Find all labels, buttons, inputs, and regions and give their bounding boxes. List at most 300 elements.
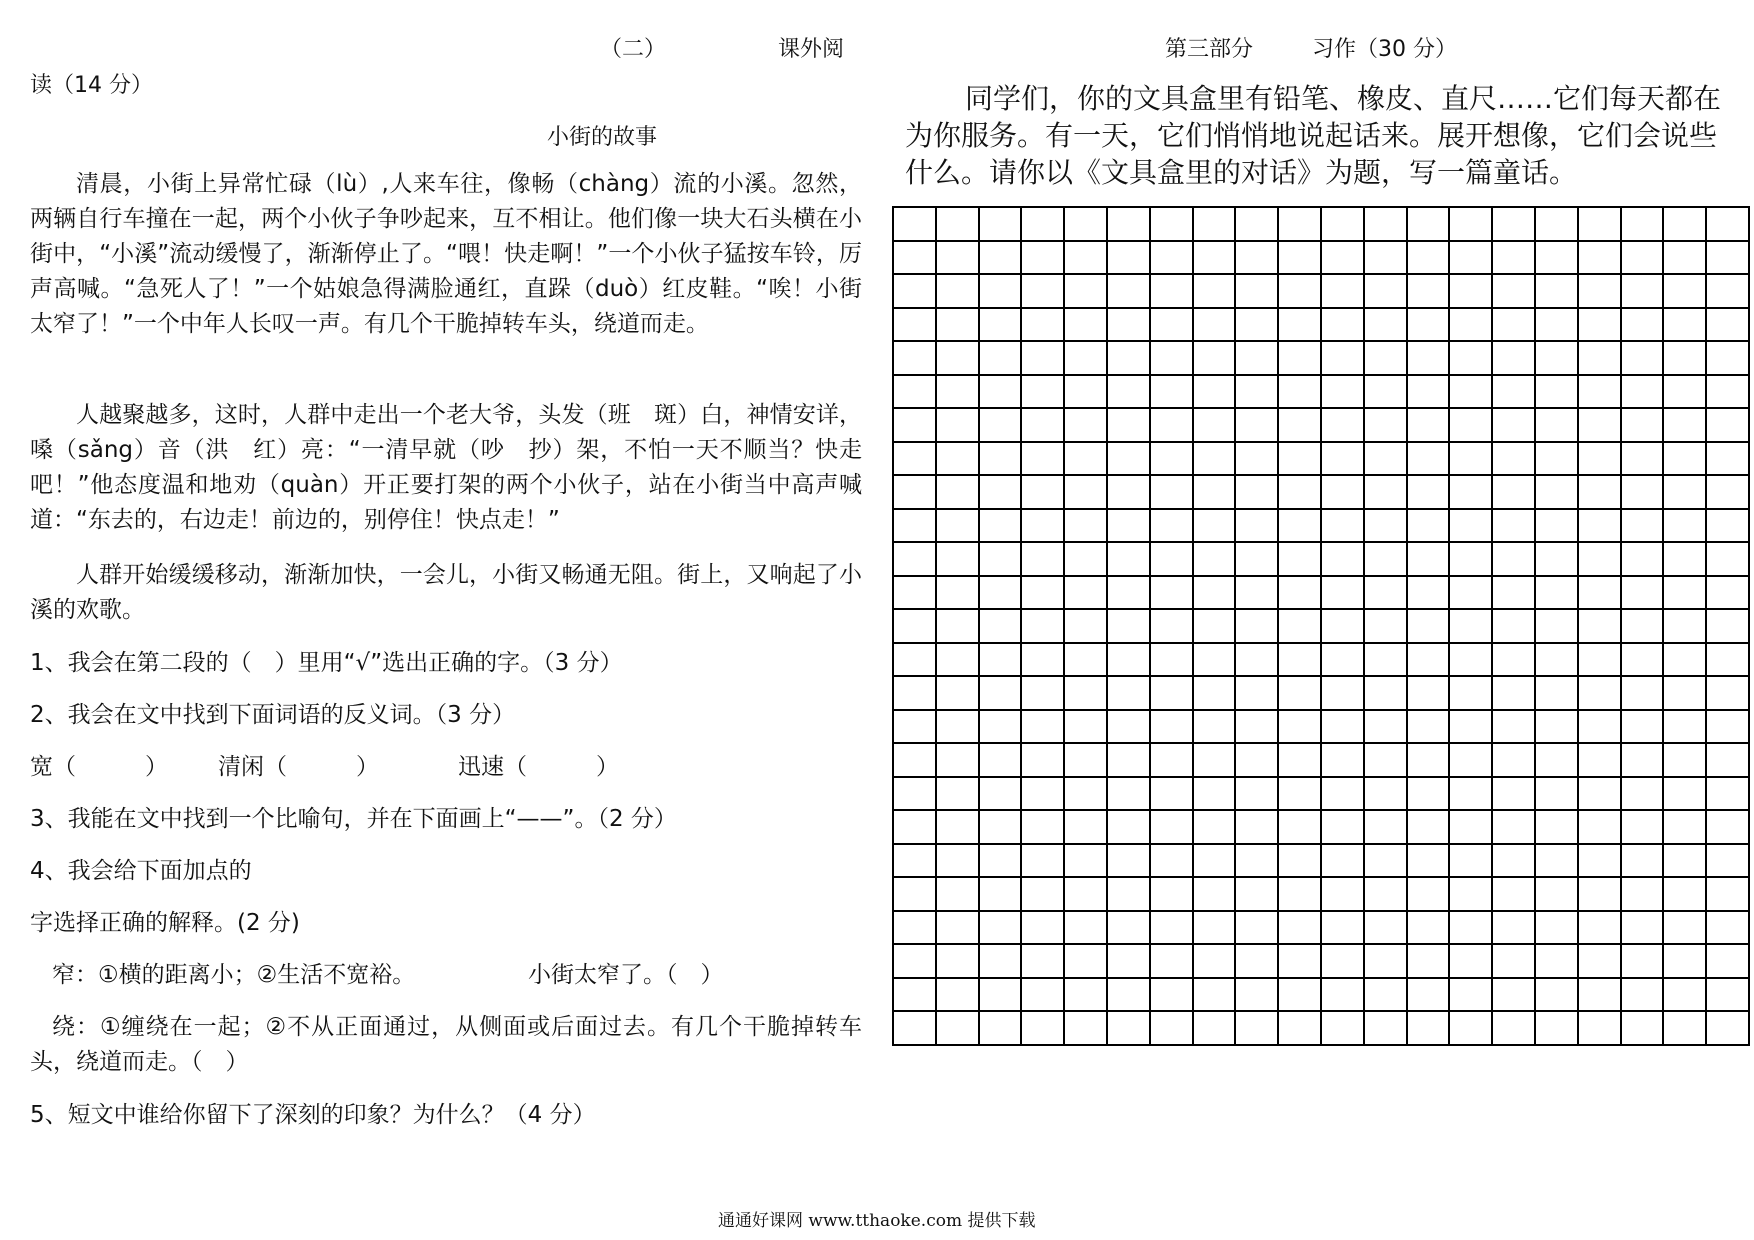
grid-cell[interactable] xyxy=(1021,877,1064,911)
writing-grid[interactable] xyxy=(892,206,1750,1046)
grid-cell[interactable] xyxy=(1193,475,1236,509)
grid-cell[interactable] xyxy=(1492,509,1535,543)
grid-cell[interactable] xyxy=(1407,576,1450,610)
grid-cell[interactable] xyxy=(1150,676,1193,710)
grid-cell[interactable] xyxy=(1193,241,1236,275)
grid-cell[interactable] xyxy=(1706,944,1749,978)
grid-cell[interactable] xyxy=(893,542,936,576)
grid-cell[interactable] xyxy=(1449,643,1492,677)
grid-cell[interactable] xyxy=(936,542,979,576)
grid-cell[interactable] xyxy=(1278,777,1321,811)
grid-cell[interactable] xyxy=(1235,274,1278,308)
grid-cell[interactable] xyxy=(1578,810,1621,844)
grid-cell[interactable] xyxy=(1193,676,1236,710)
grid-cell[interactable] xyxy=(1064,207,1107,241)
grid-cell[interactable] xyxy=(1492,609,1535,643)
grid-cell[interactable] xyxy=(979,576,1022,610)
grid-cell[interactable] xyxy=(1578,207,1621,241)
grid-cell[interactable] xyxy=(1193,777,1236,811)
grid-cell[interactable] xyxy=(1663,341,1706,375)
grid-cell[interactable] xyxy=(1064,609,1107,643)
grid-cell[interactable] xyxy=(1064,274,1107,308)
grid-cell[interactable] xyxy=(1621,241,1664,275)
grid-cell[interactable] xyxy=(1150,978,1193,1012)
grid-cell[interactable] xyxy=(1107,609,1150,643)
grid-cell[interactable] xyxy=(1663,207,1706,241)
grid-cell[interactable] xyxy=(1578,777,1621,811)
grid-cell[interactable] xyxy=(1449,274,1492,308)
grid-cell[interactable] xyxy=(1663,542,1706,576)
grid-cell[interactable] xyxy=(1492,475,1535,509)
grid-cell[interactable] xyxy=(1235,810,1278,844)
grid-cell[interactable] xyxy=(1107,509,1150,543)
grid-cell[interactable] xyxy=(1321,241,1364,275)
grid-cell[interactable] xyxy=(1021,576,1064,610)
grid-cell[interactable] xyxy=(1364,844,1407,878)
grid-cell[interactable] xyxy=(936,609,979,643)
grid-cell[interactable] xyxy=(1407,1011,1450,1045)
grid-cell[interactable] xyxy=(893,341,936,375)
grid-cell[interactable] xyxy=(1364,341,1407,375)
grid-cell[interactable] xyxy=(1021,408,1064,442)
grid-cell[interactable] xyxy=(1364,542,1407,576)
grid-cell[interactable] xyxy=(1235,576,1278,610)
grid-cell[interactable] xyxy=(979,542,1022,576)
grid-cell[interactable] xyxy=(1449,341,1492,375)
grid-cell[interactable] xyxy=(1278,274,1321,308)
grid-cell[interactable] xyxy=(1492,810,1535,844)
grid-cell[interactable] xyxy=(1621,576,1664,610)
grid-cell[interactable] xyxy=(1064,509,1107,543)
grid-cell[interactable] xyxy=(1021,542,1064,576)
grid-cell[interactable] xyxy=(1064,877,1107,911)
grid-cell[interactable] xyxy=(1321,442,1364,476)
grid-cell[interactable] xyxy=(1578,408,1621,442)
grid-cell[interactable] xyxy=(1663,475,1706,509)
grid-cell[interactable] xyxy=(936,844,979,878)
grid-cell[interactable] xyxy=(1107,777,1150,811)
grid-cell[interactable] xyxy=(1364,810,1407,844)
grid-cell[interactable] xyxy=(1706,241,1749,275)
grid-cell[interactable] xyxy=(1193,1011,1236,1045)
grid-cell[interactable] xyxy=(1064,911,1107,945)
grid-cell[interactable] xyxy=(1535,676,1578,710)
grid-cell[interactable] xyxy=(1235,643,1278,677)
grid-cell[interactable] xyxy=(1535,375,1578,409)
grid-cell[interactable] xyxy=(936,241,979,275)
grid-cell[interactable] xyxy=(1535,743,1578,777)
grid-cell[interactable] xyxy=(1021,676,1064,710)
grid-cell[interactable] xyxy=(1663,442,1706,476)
grid-cell[interactable] xyxy=(1407,509,1450,543)
grid-cell[interactable] xyxy=(936,777,979,811)
grid-cell[interactable] xyxy=(1407,442,1450,476)
grid-cell[interactable] xyxy=(1235,944,1278,978)
grid-cell[interactable] xyxy=(979,442,1022,476)
grid-cell[interactable] xyxy=(1021,509,1064,543)
grid-cell[interactable] xyxy=(1321,475,1364,509)
grid-cell[interactable] xyxy=(1321,643,1364,677)
grid-cell[interactable] xyxy=(1621,375,1664,409)
grid-cell[interactable] xyxy=(1193,308,1236,342)
grid-cell[interactable] xyxy=(1235,341,1278,375)
grid-cell[interactable] xyxy=(1107,274,1150,308)
grid-cell[interactable] xyxy=(1578,542,1621,576)
grid-cell[interactable] xyxy=(1278,877,1321,911)
grid-cell[interactable] xyxy=(1407,911,1450,945)
grid-cell[interactable] xyxy=(1064,676,1107,710)
grid-cell[interactable] xyxy=(1706,844,1749,878)
grid-cell[interactable] xyxy=(1492,442,1535,476)
grid-cell[interactable] xyxy=(1449,978,1492,1012)
grid-cell[interactable] xyxy=(1492,643,1535,677)
grid-cell[interactable] xyxy=(1706,375,1749,409)
grid-cell[interactable] xyxy=(1492,743,1535,777)
grid-cell[interactable] xyxy=(1449,509,1492,543)
grid-cell[interactable] xyxy=(893,442,936,476)
grid-cell[interactable] xyxy=(1021,274,1064,308)
grid-cell[interactable] xyxy=(1407,676,1450,710)
grid-cell[interactable] xyxy=(1535,844,1578,878)
grid-cell[interactable] xyxy=(1321,274,1364,308)
grid-cell[interactable] xyxy=(1021,442,1064,476)
grid-cell[interactable] xyxy=(1364,777,1407,811)
grid-cell[interactable] xyxy=(936,207,979,241)
grid-cell[interactable] xyxy=(1706,408,1749,442)
grid-cell[interactable] xyxy=(1706,810,1749,844)
grid-cell[interactable] xyxy=(893,743,936,777)
grid-cell[interactable] xyxy=(1535,274,1578,308)
grid-cell[interactable] xyxy=(893,308,936,342)
grid-cell[interactable] xyxy=(1064,1011,1107,1045)
grid-cell[interactable] xyxy=(1706,341,1749,375)
grid-cell[interactable] xyxy=(1321,676,1364,710)
grid-cell[interactable] xyxy=(1193,743,1236,777)
grid-cell[interactable] xyxy=(1107,978,1150,1012)
grid-cell[interactable] xyxy=(1021,341,1064,375)
grid-cell[interactable] xyxy=(1449,475,1492,509)
grid-cell[interactable] xyxy=(1235,1011,1278,1045)
grid-cell[interactable] xyxy=(1193,408,1236,442)
grid-cell[interactable] xyxy=(1193,944,1236,978)
grid-cell[interactable] xyxy=(1663,743,1706,777)
grid-cell[interactable] xyxy=(1364,442,1407,476)
grid-cell[interactable] xyxy=(936,743,979,777)
grid-cell[interactable] xyxy=(1021,609,1064,643)
grid-cell[interactable] xyxy=(979,609,1022,643)
grid-cell[interactable] xyxy=(1021,777,1064,811)
grid-cell[interactable] xyxy=(1321,375,1364,409)
grid-cell[interactable] xyxy=(1193,877,1236,911)
grid-cell[interactable] xyxy=(1663,643,1706,677)
grid-cell[interactable] xyxy=(1064,944,1107,978)
grid-cell[interactable] xyxy=(1278,810,1321,844)
grid-cell[interactable] xyxy=(1407,475,1450,509)
grid-cell[interactable] xyxy=(1193,609,1236,643)
grid-cell[interactable] xyxy=(1278,710,1321,744)
grid-cell[interactable] xyxy=(1150,241,1193,275)
grid-cell[interactable] xyxy=(1107,375,1150,409)
grid-cell[interactable] xyxy=(1107,442,1150,476)
grid-cell[interactable] xyxy=(1492,1011,1535,1045)
grid-cell[interactable] xyxy=(1492,576,1535,610)
grid-cell[interactable] xyxy=(1193,341,1236,375)
grid-cell[interactable] xyxy=(1064,375,1107,409)
grid-cell[interactable] xyxy=(1021,375,1064,409)
grid-cell[interactable] xyxy=(1621,609,1664,643)
grid-cell[interactable] xyxy=(1663,308,1706,342)
grid-cell[interactable] xyxy=(1621,1011,1664,1045)
grid-cell[interactable] xyxy=(1064,777,1107,811)
grid-cell[interactable] xyxy=(1321,408,1364,442)
grid-cell[interactable] xyxy=(1706,643,1749,677)
grid-cell[interactable] xyxy=(1492,408,1535,442)
grid-cell[interactable] xyxy=(1150,911,1193,945)
grid-cell[interactable] xyxy=(1535,877,1578,911)
grid-cell[interactable] xyxy=(1535,341,1578,375)
grid-cell[interactable] xyxy=(1235,542,1278,576)
grid-cell[interactable] xyxy=(1107,241,1150,275)
grid-cell[interactable] xyxy=(893,777,936,811)
grid-cell[interactable] xyxy=(1364,207,1407,241)
grid-cell[interactable] xyxy=(1578,710,1621,744)
grid-cell[interactable] xyxy=(1706,1011,1749,1045)
grid-cell[interactable] xyxy=(1535,944,1578,978)
grid-cell[interactable] xyxy=(893,475,936,509)
grid-cell[interactable] xyxy=(1021,241,1064,275)
grid-cell[interactable] xyxy=(1407,844,1450,878)
grid-cell[interactable] xyxy=(893,408,936,442)
grid-cell[interactable] xyxy=(1449,877,1492,911)
grid-cell[interactable] xyxy=(1535,710,1578,744)
grid-cell[interactable] xyxy=(1107,710,1150,744)
grid-cell[interactable] xyxy=(1663,676,1706,710)
grid-cell[interactable] xyxy=(893,576,936,610)
grid-cell[interactable] xyxy=(1235,676,1278,710)
grid-cell[interactable] xyxy=(1407,810,1450,844)
grid-cell[interactable] xyxy=(1321,777,1364,811)
grid-cell[interactable] xyxy=(1407,643,1450,677)
grid-cell[interactable] xyxy=(1492,542,1535,576)
grid-cell[interactable] xyxy=(1578,241,1621,275)
grid-cell[interactable] xyxy=(1278,844,1321,878)
grid-cell[interactable] xyxy=(1321,542,1364,576)
grid-cell[interactable] xyxy=(1321,810,1364,844)
grid-cell[interactable] xyxy=(1150,944,1193,978)
grid-cell[interactable] xyxy=(1449,710,1492,744)
grid-cell[interactable] xyxy=(1364,509,1407,543)
grid-cell[interactable] xyxy=(1150,877,1193,911)
grid-cell[interactable] xyxy=(1064,408,1107,442)
grid-cell[interactable] xyxy=(1706,207,1749,241)
grid-cell[interactable] xyxy=(1535,207,1578,241)
grid-cell[interactable] xyxy=(1492,241,1535,275)
grid-cell[interactable] xyxy=(1278,442,1321,476)
grid-cell[interactable] xyxy=(1449,442,1492,476)
grid-cell[interactable] xyxy=(1663,241,1706,275)
grid-cell[interactable] xyxy=(1364,576,1407,610)
grid-cell[interactable] xyxy=(1364,643,1407,677)
grid-cell[interactable] xyxy=(936,1011,979,1045)
grid-cell[interactable] xyxy=(1407,375,1450,409)
grid-cell[interactable] xyxy=(1492,207,1535,241)
grid-cell[interactable] xyxy=(1578,944,1621,978)
grid-cell[interactable] xyxy=(1278,375,1321,409)
grid-cell[interactable] xyxy=(1621,710,1664,744)
grid-cell[interactable] xyxy=(936,710,979,744)
grid-cell[interactable] xyxy=(1535,576,1578,610)
grid-cell[interactable] xyxy=(1364,676,1407,710)
grid-cell[interactable] xyxy=(979,274,1022,308)
grid-cell[interactable] xyxy=(1578,475,1621,509)
grid-cell[interactable] xyxy=(1064,241,1107,275)
grid-cell[interactable] xyxy=(1235,241,1278,275)
grid-cell[interactable] xyxy=(1449,1011,1492,1045)
grid-cell[interactable] xyxy=(1663,710,1706,744)
grid-cell[interactable] xyxy=(1278,911,1321,945)
grid-cell[interactable] xyxy=(1578,308,1621,342)
grid-cell[interactable] xyxy=(893,877,936,911)
grid-cell[interactable] xyxy=(1535,978,1578,1012)
grid-cell[interactable] xyxy=(1107,341,1150,375)
grid-cell[interactable] xyxy=(1321,844,1364,878)
grid-cell[interactable] xyxy=(1150,844,1193,878)
grid-cell[interactable] xyxy=(1321,978,1364,1012)
grid-cell[interactable] xyxy=(893,207,936,241)
grid-cell[interactable] xyxy=(1621,944,1664,978)
grid-cell[interactable] xyxy=(1449,777,1492,811)
grid-cell[interactable] xyxy=(936,341,979,375)
grid-cell[interactable] xyxy=(1621,777,1664,811)
grid-cell[interactable] xyxy=(1064,978,1107,1012)
grid-cell[interactable] xyxy=(1021,207,1064,241)
grid-cell[interactable] xyxy=(1407,877,1450,911)
grid-cell[interactable] xyxy=(979,475,1022,509)
grid-cell[interactable] xyxy=(1278,743,1321,777)
grid-cell[interactable] xyxy=(1621,676,1664,710)
grid-cell[interactable] xyxy=(936,944,979,978)
grid-cell[interactable] xyxy=(1321,944,1364,978)
grid-cell[interactable] xyxy=(1535,475,1578,509)
grid-cell[interactable] xyxy=(936,810,979,844)
grid-cell[interactable] xyxy=(979,1011,1022,1045)
grid-cell[interactable] xyxy=(1064,308,1107,342)
grid-cell[interactable] xyxy=(1449,308,1492,342)
grid-cell[interactable] xyxy=(1621,810,1664,844)
grid-cell[interactable] xyxy=(936,408,979,442)
grid-cell[interactable] xyxy=(1492,676,1535,710)
grid-cell[interactable] xyxy=(1021,844,1064,878)
grid-cell[interactable] xyxy=(1449,408,1492,442)
grid-cell[interactable] xyxy=(1150,542,1193,576)
grid-cell[interactable] xyxy=(979,643,1022,677)
grid-cell[interactable] xyxy=(1107,308,1150,342)
grid-cell[interactable] xyxy=(1706,710,1749,744)
grid-cell[interactable] xyxy=(1235,609,1278,643)
grid-cell[interactable] xyxy=(1064,475,1107,509)
grid-cell[interactable] xyxy=(1150,375,1193,409)
grid-cell[interactable] xyxy=(1107,877,1150,911)
grid-cell[interactable] xyxy=(1449,576,1492,610)
grid-cell[interactable] xyxy=(979,978,1022,1012)
grid-cell[interactable] xyxy=(936,978,979,1012)
grid-cell[interactable] xyxy=(1064,576,1107,610)
grid-cell[interactable] xyxy=(1364,877,1407,911)
grid-cell[interactable] xyxy=(1492,777,1535,811)
grid-cell[interactable] xyxy=(1150,743,1193,777)
grid-cell[interactable] xyxy=(1706,777,1749,811)
grid-cell[interactable] xyxy=(1407,710,1450,744)
grid-cell[interactable] xyxy=(1535,542,1578,576)
grid-cell[interactable] xyxy=(1235,207,1278,241)
grid-cell[interactable] xyxy=(1621,274,1664,308)
grid-cell[interactable] xyxy=(1621,509,1664,543)
grid-cell[interactable] xyxy=(1235,475,1278,509)
grid-cell[interactable] xyxy=(893,241,936,275)
grid-cell[interactable] xyxy=(893,810,936,844)
grid-cell[interactable] xyxy=(1021,743,1064,777)
grid-cell[interactable] xyxy=(1449,241,1492,275)
grid-cell[interactable] xyxy=(1663,810,1706,844)
grid-cell[interactable] xyxy=(1492,877,1535,911)
grid-cell[interactable] xyxy=(1107,408,1150,442)
grid-cell[interactable] xyxy=(1578,509,1621,543)
grid-cell[interactable] xyxy=(893,676,936,710)
grid-cell[interactable] xyxy=(1107,944,1150,978)
grid-cell[interactable] xyxy=(1321,877,1364,911)
grid-cell[interactable] xyxy=(1278,643,1321,677)
grid-cell[interactable] xyxy=(1578,978,1621,1012)
grid-cell[interactable] xyxy=(893,911,936,945)
grid-cell[interactable] xyxy=(1278,609,1321,643)
grid-cell[interactable] xyxy=(1193,911,1236,945)
grid-cell[interactable] xyxy=(1364,743,1407,777)
grid-cell[interactable] xyxy=(1578,442,1621,476)
grid-cell[interactable] xyxy=(1193,810,1236,844)
grid-cell[interactable] xyxy=(1364,241,1407,275)
grid-cell[interactable] xyxy=(893,375,936,409)
grid-cell[interactable] xyxy=(1021,710,1064,744)
grid-cell[interactable] xyxy=(1578,643,1621,677)
grid-cell[interactable] xyxy=(1578,844,1621,878)
grid-cell[interactable] xyxy=(1706,609,1749,643)
grid-cell[interactable] xyxy=(979,241,1022,275)
grid-cell[interactable] xyxy=(893,274,936,308)
grid-cell[interactable] xyxy=(1535,911,1578,945)
grid-cell[interactable] xyxy=(1449,375,1492,409)
grid-cell[interactable] xyxy=(1492,944,1535,978)
grid-cell[interactable] xyxy=(1706,743,1749,777)
grid-cell[interactable] xyxy=(1621,844,1664,878)
grid-cell[interactable] xyxy=(1492,274,1535,308)
grid-cell[interactable] xyxy=(1535,308,1578,342)
grid-cell[interactable] xyxy=(1278,341,1321,375)
grid-cell[interactable] xyxy=(1150,442,1193,476)
grid-cell[interactable] xyxy=(1578,743,1621,777)
grid-cell[interactable] xyxy=(1621,442,1664,476)
grid-cell[interactable] xyxy=(1321,341,1364,375)
grid-cell[interactable] xyxy=(1364,978,1407,1012)
grid-cell[interactable] xyxy=(1235,710,1278,744)
grid-cell[interactable] xyxy=(1235,308,1278,342)
grid-cell[interactable] xyxy=(936,911,979,945)
grid-cell[interactable] xyxy=(1021,308,1064,342)
grid-cell[interactable] xyxy=(1150,777,1193,811)
grid-cell[interactable] xyxy=(1663,777,1706,811)
grid-cell[interactable] xyxy=(1235,442,1278,476)
grid-cell[interactable] xyxy=(1449,609,1492,643)
grid-cell[interactable] xyxy=(1150,475,1193,509)
